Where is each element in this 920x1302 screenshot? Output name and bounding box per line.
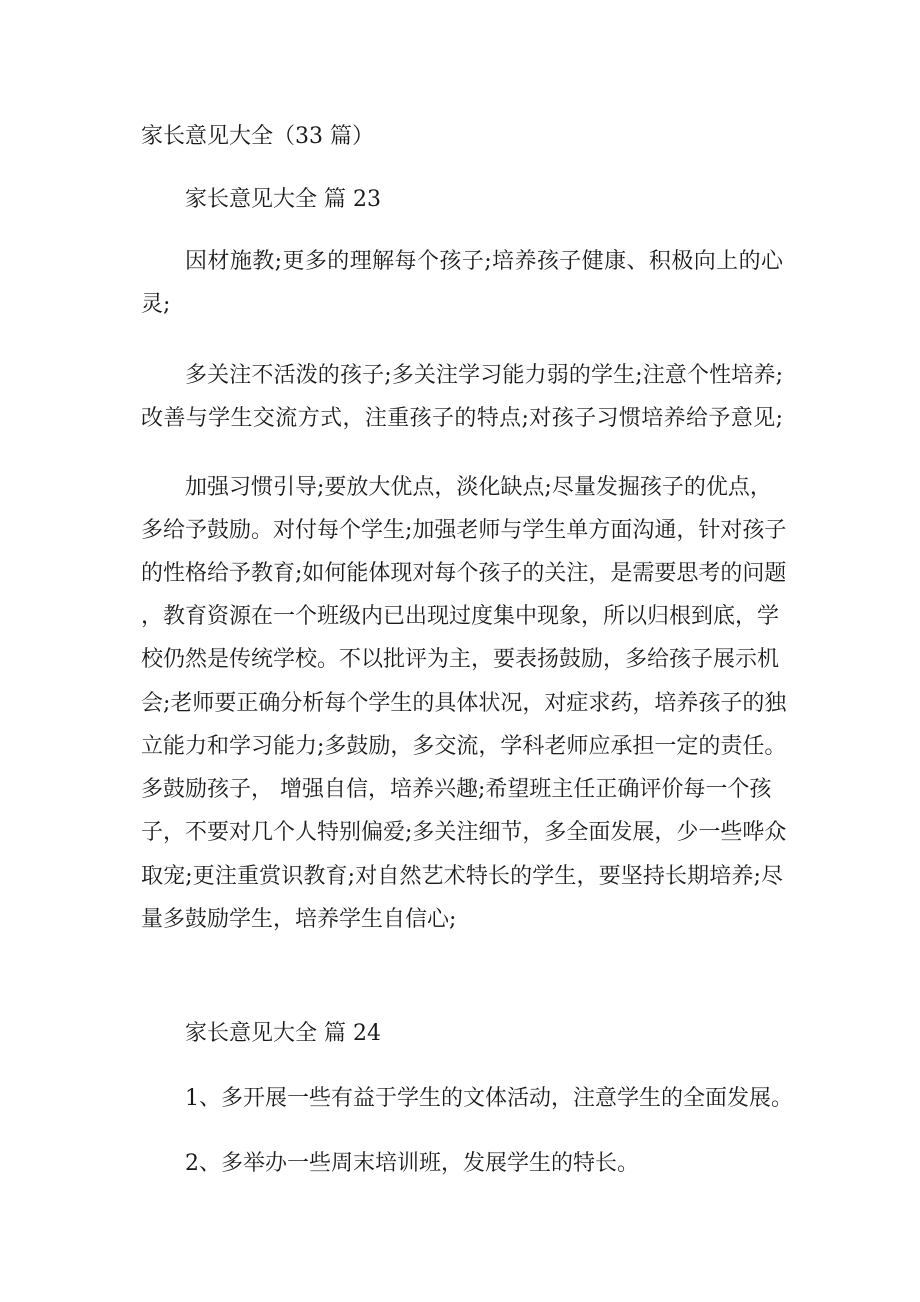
section-heading: 家长意见大全 篇 23 — [185, 187, 381, 212]
paragraph-line: 加强习惯引导;要放大优点，淡化缺点;尽量发掘孩子的优点， — [185, 475, 772, 500]
paragraph-line: ，教育资源在一个班级内已出现过度集中现象，所以归根到底，学 — [141, 604, 780, 629]
paragraph-line: 立能力和学习能力;多鼓励，多交流，学科老师应承担一定的责任。 — [141, 734, 787, 759]
paragraph-line: 因材施教;更多的理解每个孩子;培养孩子健康、积极向上的心 — [185, 249, 783, 274]
paragraph-line: 会;老师要正确分析每个学生的具体状况，对症求药，培养孩子的独 — [141, 691, 787, 716]
paragraph-line: 多鼓励孩子， 增强自信，培养兴趣;希望班主任正确评价每一个孩 — [141, 777, 772, 802]
paragraph-line: 改善与学生交流方式，注重孩子的特点;对孩子习惯培养给予意见; — [141, 406, 783, 431]
paragraph-line: 校仍然是传统学校。不以批评为主，要表扬鼓励，多给孩子展示机 — [141, 647, 780, 672]
paragraph-line: 取宠;更注重赏识教育;对自然艺术特长的学生，要坚持长期培养;尽 — [141, 864, 783, 889]
paragraph-line: 量多鼓励学生，培养学生自信心; — [141, 907, 457, 932]
list-item: 2、多举办一些周末培训班，发展学生的特长。 — [185, 1151, 639, 1176]
document-title: 家长意见大全（33 篇） — [141, 124, 374, 149]
paragraph-line: 多关注不活泼的孩子;多关注学习能力弱的学生;注意个性培养; — [185, 363, 783, 388]
paragraph-line: 子，不要对几个人特别偏爱;多关注细节，多全面发展，少一些哗众 — [141, 820, 787, 845]
paragraph-line: 多给予鼓励。对付每个学生;加强老师与学生单方面沟通，针对孩子 — [141, 518, 787, 543]
paragraph-line: 的性格给予教育;如何能体现对每个孩子的关注，是需要思考的问题 — [141, 561, 787, 586]
list-item: 1、多开展一些有益于学生的文体活动，注意学生的全面发展。 — [185, 1086, 793, 1111]
section-heading: 家长意见大全 篇 24 — [185, 1021, 381, 1046]
paragraph-line: 灵; — [141, 292, 171, 317]
